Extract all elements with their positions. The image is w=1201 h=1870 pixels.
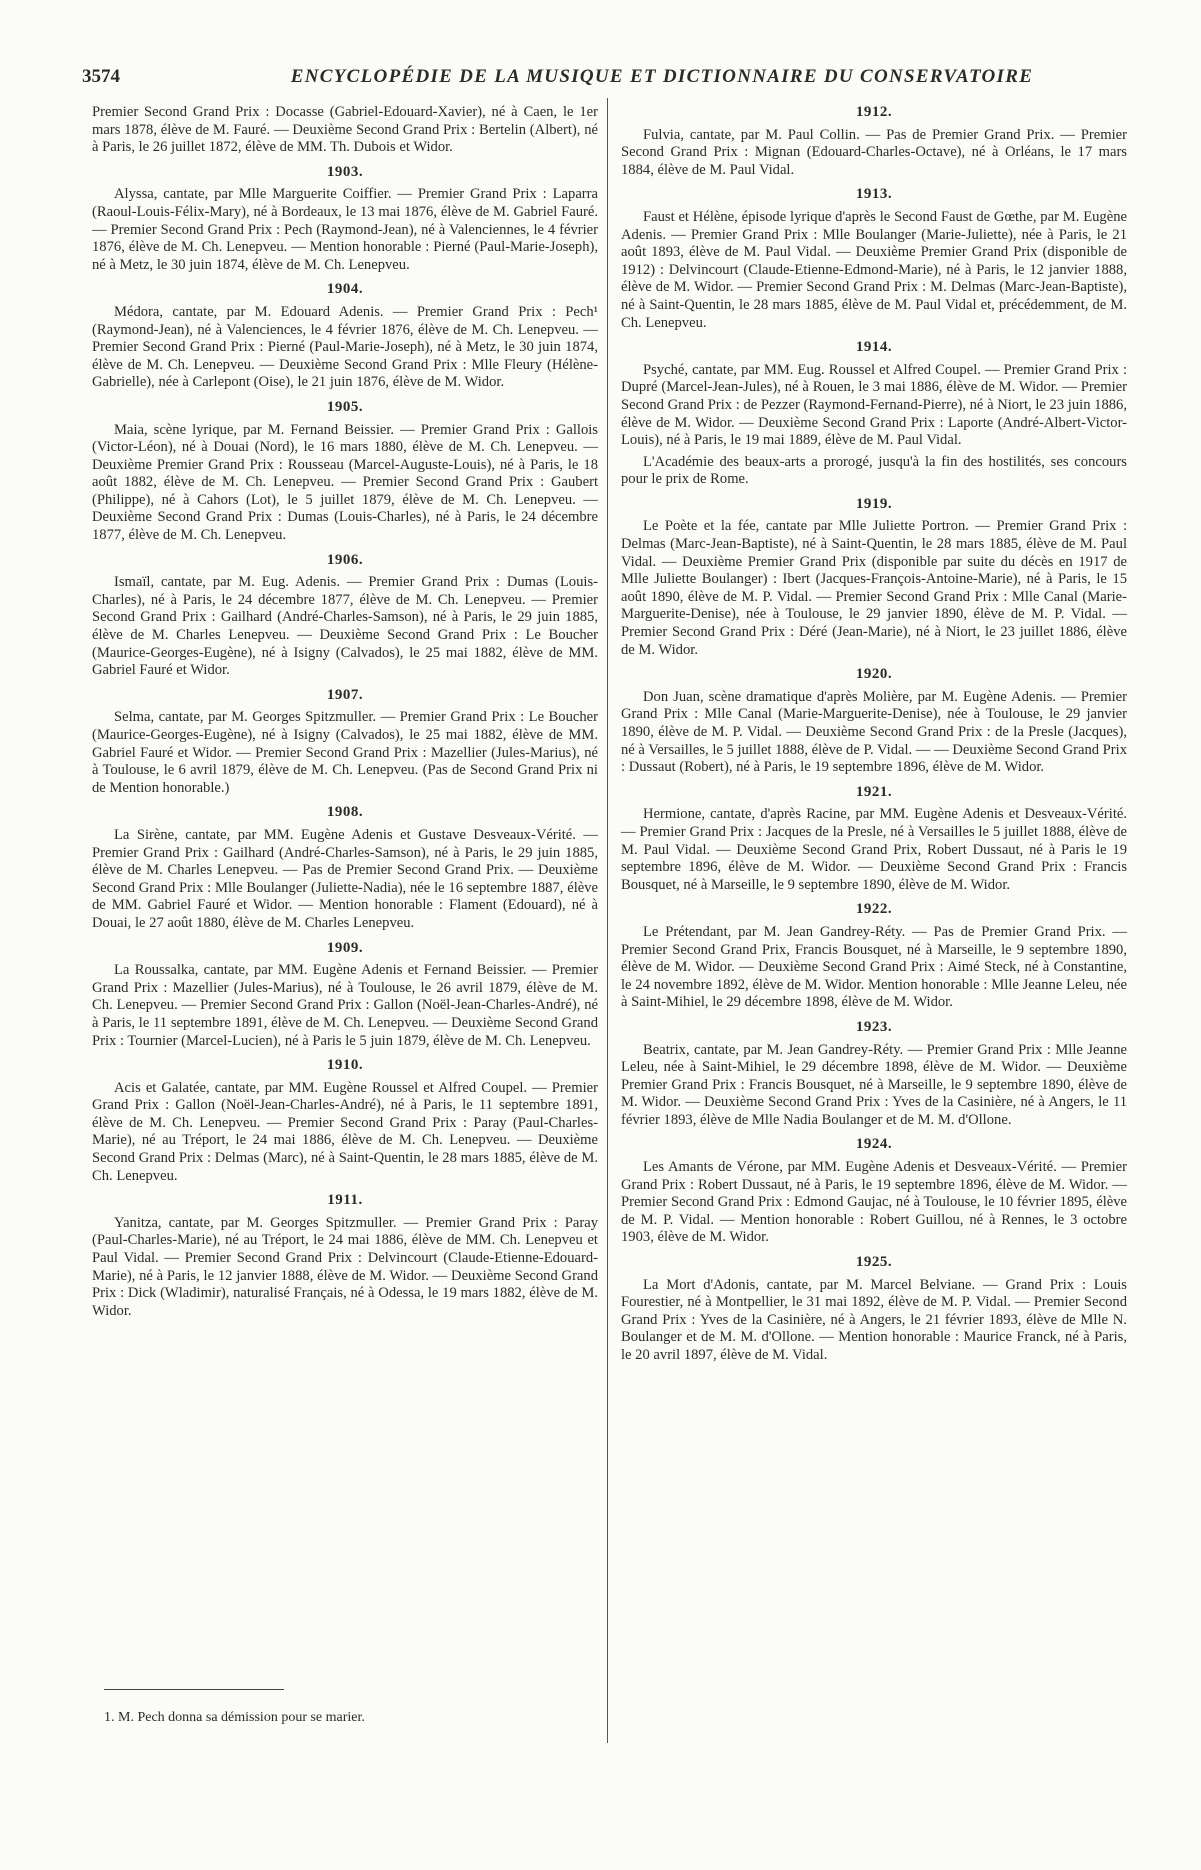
footnote-divider bbox=[104, 1689, 284, 1690]
column-divider bbox=[607, 98, 608, 1743]
year-heading: 1923. bbox=[855, 1018, 893, 1035]
entry-paragraph: Maia, scène lyrique, par M. Fernand Beissier. — Premier Grand Prix : Gallois (Victor-Léon), né à Douai (Nord), le 16 mars 1880, élève de M. Ch. Lenepveu. — Deuxième Premier Grand Prix : Rousseau (Marcel-Auguste-Louis), né à Paris, le 18 août 1882, élève de M. Ch. Lenepveu. — Premier Second Grand Prix : Gaubert (Philippe), né à Cahors (Lot), le 5 juillet 1879, élève de M. Ch. Lenepveu. — Deuxième Second Grand Prix : Dumas (Louis-Charles), né à Paris, le 24 décembre 1877, élève de M. Ch. Lenepveu. bbox=[92, 421, 598, 544]
running-title: ENCYCLOPÉDIE DE LA MUSIQUE ET DICTIONNAIRE DU CONSERVATOIRE bbox=[290, 66, 1034, 87]
year-heading: 1907. bbox=[326, 686, 364, 703]
year-heading: 1924. bbox=[855, 1136, 893, 1153]
entry-paragraph: Beatrix, cantate, par M. Jean Gandrey-Réty. — Premier Grand Prix : Mlle Jeanne Leleu, née à Saint-Mihiel, le 29 décembre 1898, élève de M. Widor. — Deuxième Premier Grand Prix : Francis Bousquet, né à Marseille, le 9 septembre 1890, élève de M. Widor. — Deuxième Second Grand Prix : Yves de la Casinière, né à Angers, le 11 février 1893, élève de Mlle Nadia Boulanger et de M. M. d'Ollone. bbox=[621, 1041, 1127, 1128]
entry-paragraph: Le Prétendant, par M. Jean Gandrey-Réty. — Pas de Premier Grand Prix. — Premier Second Grand Prix, Francis Bousquet, né à Marseille, le 9 septembre 1890, élève de M. Widor. — Deuxième Second Grand Prix : Aimé Steck, né à Constantine, le 24 novembre 1892, élève de M. Widor. Mention honorable : Mlle Jeanne Leleu, née à Saint-Mihiel, le 29 décembre 1898, élève de M. Widor. bbox=[621, 923, 1127, 1011]
year-heading: 1912. bbox=[855, 104, 893, 120]
entry-paragraph: Premier Second Grand Prix : Docasse (Gabriel-Edouard-Xavier), né à Caen, le 1er mars 1878, élève de M. Fauré. — Deuxième Second Grand Prix : Bertelin (Albert), né à Paris, le 26 juillet 1872, élève de MM. Th. Dubois et Widor. bbox=[92, 104, 598, 156]
year-heading: 1922. bbox=[855, 901, 893, 918]
entry-paragraph: Psyché, cantate, par MM. Eug. Roussel et Alfred Coupel. — Premier Grand Prix : Dupré (Marcel-Jean-Jules), né à Rouen, le 3 mai 1886, élève de M. Widor. — Premier Second Grand Prix : de Pezzer (Raymond-Fernand-Pierre), né à Niort, le 23 juin 1886, élève de M. Widor. — Deuxième Second Grand Prix : Laporte (André-Albert-Victor-Louis), né à Paris, le 19 mai 1889, élève de M. Paul Vidal. bbox=[621, 361, 1127, 449]
year-heading: 1903. bbox=[326, 163, 364, 180]
entry-paragraph: Hermione, cantate, d'après Racine, par MM. Eugène Adenis et Desveaux-Vérité. — Premier Grand Prix : Jacques de la Presle, né à Versailles le 5 juillet 1888, élève de M. Paul Vidal. — Deuxième Second Grand Prix, Robert Dussaut, né à Paris le 19 septembre 1896, élève de M. Widor. — Deuxième Second Grand Prix : Francis Bousquet, né à Marseille, le 9 septembre 1890, élève de M. Widor. bbox=[621, 806, 1127, 893]
year-heading: 1906. bbox=[326, 551, 364, 568]
right-column bbox=[621, 104, 1127, 1365]
year-heading: 1913. bbox=[855, 186, 893, 203]
year-heading: 1905. bbox=[326, 398, 364, 415]
entry-paragraph: Ismaïl, cantate, par M. Eug. Adenis. — Premier Grand Prix : Dumas (Louis-Charles), né à Paris, le 24 décembre 1877, élève de M. Ch. Lenepveu. — Premier Second Grand Prix : Gailhard (André-Charles-Samson), né à Paris, le 29 juin 1885, élève de M. Charles Lenepveu. — Deuxième Second Grand Prix : Le Boucher (Maurice-Georges-Eugène), né à Isigny (Calvados), le 25 mai 1882, élève de MM. Gabriel Fauré et Widor. bbox=[92, 574, 598, 679]
year-heading: 1909. bbox=[326, 939, 364, 956]
entry-paragraph: Selma, cantate, par M. Georges Spitzmuller. — Premier Grand Prix : Le Boucher (Maurice-Georges-Eugène), né à Isigny (Calvados), le 25 mai 1882, élève de MM. Gabriel Fauré et Widor. — Premier Second Grand Prix : Mazellier (Jules-Marius), né à Toulouse, le 6 avril 1879, élève de M. Ch. Lenepveu. (Pas de Second Grand Prix ni de Mention honorable.) bbox=[92, 709, 598, 796]
entry-paragraph: Les Amants de Vérone, par MM. Eugène Adenis et Desveaux-Vérité. — Premier Grand Prix : Robert Dussaut, né à Paris, le 19 septembre 1896, élève de M. Widor. — Premier Second Grand Prix : Edmond Gaujac, né à Toulouse, le 10 février 1895, élève de M. P. Vidal. — Mention honorable : Robert Guillou, né à Rennes, le 3 octobre 1903, élève de M. Widor. bbox=[621, 1159, 1127, 1246]
year-heading: 1908. bbox=[326, 804, 364, 821]
year-heading: 1925. bbox=[855, 1254, 893, 1271]
year-heading: 1910. bbox=[326, 1057, 364, 1074]
left-column bbox=[92, 104, 598, 1320]
entry-paragraph: Le Poète et la fée, cantate par Mlle Juliette Portron. — Premier Grand Prix : Delmas (Marc-Jean-Baptiste), né à Saint-Quentin, le 28 mars 1885, élève de M. Paul Vidal. — Deuxième Premier Grand Prix (disponible par suite du décès en 1917 de Mlle Juliette Boulanger) : Ibert (Jacques-François-Antoine-Marie), né à Paris, le 15 août 1890, élève de M. P. Vidal. — Premier Second Grand Prix : Mlle Canal (Marie-Marguerite-Denise), née à Toulouse, le 29 janvier 1890, élève de M. P. Vidal. — Premier Second Grand Prix : Déré (Jean-Marie), né à Niort, le 23 juillet 1886, élève de M. Widor. bbox=[621, 518, 1127, 658]
page-header bbox=[82, 66, 1122, 90]
entry-paragraph: Yanitza, cantate, par M. Georges Spitzmuller. — Premier Grand Prix : Paray (Paul-Charles-Marie), né au Tréport, le 24 mai 1886, élève de MM. Ch. Lenepveu et Paul Vidal. — Premier Second Grand Prix : Delvincourt (Claude-Etienne-Edouard-Marie), né à Paris, le 12 janvier 1888, élève de M. Widor. — Deuxième Second Grand Prix : Dick (Wladimir), naturalisé Français, né à Odessa, le 19 mars 1882, élève de M. Widor. bbox=[92, 1214, 598, 1319]
entry-paragraph: Alyssa, cantate, par Mlle Marguerite Coiffier. — Premier Grand Prix : Laparra (Raoul-Louis-Félix-Mary), né à Bordeaux, le 13 mai 1876, élève de M. Gabriel Fauré. — Premier Second Grand Prix : Pech (Raymond-Jean), né à Valenciennes, le 4 février 1876, élève de M. Ch. Lenepveu. — Mention honorable : Pierné (Paul-Marie-Joseph), né à Metz, le 30 juin 1874, élève de M. Ch. Lenepveu. bbox=[92, 186, 598, 273]
year-heading: 1914. bbox=[855, 339, 893, 356]
entry-paragraph: La Sirène, cantate, par MM. Eugène Adenis et Gustave Desveaux-Vérité. — Premier Grand Prix : Gailhard (André-Charles-Samson), né à Paris, le 29 juin 1885, élève de M. Charles Lenepveu. — Pas de Premier Second Grand Prix. — Deuxième Second Grand Prix : Mlle Boulanger (Juliette-Nadia), née le 16 septembre 1887, élève de MM. Gabriel Fauré et Widor. — Mention honorable : Flament (Edouard), né à Douai, le 27 août 1880, élève de M. Charles Lenepveu. bbox=[92, 826, 598, 931]
year-heading: 1911. bbox=[327, 1192, 363, 1209]
entry-paragraph: Don Juan, scène dramatique d'après Molière, par M. Eugène Adenis. — Premier Grand Prix : Mlle Canal (Marie-Marguerite-Denise), née à Toulouse, le 29 janvier 1890, élève de M. P. Vidal. — Deuxième Second Grand Prix : de la Presle (Jacques), né à Versailles, le 5 juillet 1888, élève de P. Vidal. — — Deuxième Second Grand Prix : Dussaut (Robert), né à Paris, le 19 septembre 1896, élève de M. Widor. bbox=[621, 688, 1128, 776]
year-heading: 1921. bbox=[855, 783, 893, 800]
entry-paragraph: La Roussalka, cantate, par MM. Eugène Adenis et Fernand Beissier. — Premier Grand Prix : Mazellier (Jules-Marius), né à Toulouse, le 26 avril 1879, élève de M. Ch. Lenepveu. — Premier Second Grand Prix : Gallon (Noël-Jean-Charles-André), né à Paris, le 11 septembre 1891, élève de M. Ch. Lenepveu. — Deuxième Second Grand Prix : Tournier (Marcel-Lucien), né à Paris le 5 juin 1879, élève de M. Ch. Lenepveu. bbox=[92, 962, 598, 1049]
entry-paragraph: Médora, cantate, par M. Edouard Adenis. — Premier Grand Prix : Pech¹ (Raymond-Jean), né à Valenciences, le 4 février 1876, élève de M. Ch. Lenepveu. — Premier Second Grand Prix : Pierné (Paul-Marie-Joseph), né à Metz, le 30 juin 1874, élève de M. Ch. Lenepveu. — Deuxième Second Grand Prix : Mlle Fleury (Hélène-Gabrielle), née à Carlepont (Oise), le 21 juin 1876, élève de M. Widor. bbox=[92, 303, 598, 391]
entry-paragraph: La Mort d'Adonis, cantate, par M. Marcel Belviane. — Grand Prix : Louis Fourestier, né à Montpellier, le 31 mai 1892, élève de M. P. Vidal. — Premier Second Grand Prix : Yves de la Casinière, né à Angers, le 21 février 1893, élève de Mlle N. Boulanger et de M. M. d'Ollone. — Mention honorable : Maurice Franck, né à Paris, le 20 avril 1897, élève de M. Vidal. bbox=[621, 1276, 1127, 1363]
entry-paragraph: Acis et Galatée, cantate, par MM. Eugène Roussel et Alfred Coupel. — Premier Grand Prix : Gallon (Noël-Jean-Charles-André), né à Paris, le 11 septembre 1891, élève de M. Ch. Lenepveu. — Premier Second Grand Prix : Paray (Paul-Charles-Marie), né au Tréport, le 24 mai 1886, élève de M. Ch. Lenepveu. — Deuxième Second Grand Prix : Delmas (Marc), né à Saint-Quentin, le 28 mars 1885, élève de M. Ch. Lenepveu. bbox=[92, 1079, 598, 1184]
entry-paragraph: L'Académie des beaux-arts a prorogé, jusqu'à la fin des hostilités, ses concours pour le prix de Rome. bbox=[621, 453, 1127, 488]
entry-paragraph: Faust et Hélène, épisode lyrique d'après le Second Faust de Gœthe, par M. Eugène Adenis. — Premier Grand Prix : Mlle Boulanger (Marie-Juliette), née à Paris, le 21 août 1893, élève de M. Paul Vidal. — Deuxième Premier Grand Prix (disponible de 1912) : Delvincourt (Claude-Etienne-Edmond-Marie), né à Paris, le 12 janvier 1888, élève de M. Widor. — Premier Second Grand Prix : M. Delmas (Marc-Jean-Baptiste), né à Saint-Quentin, le 28 mars 1885, élève de M. Paul Vidal et, précédemment, de M. Ch. Lenepveu. bbox=[621, 208, 1127, 331]
year-heading: 1904. bbox=[326, 281, 364, 298]
year-heading: 1920. bbox=[855, 666, 893, 683]
footnote: 1. M. Pech donna sa démission pour se marier. bbox=[104, 1710, 365, 1725]
entry-paragraph: Fulvia, cantate, par M. Paul Collin. — Pas de Premier Grand Prix. — Premier Second Grand Prix : Mignan (Edouard-Charles-Octave), né à Orléans, le 17 mars 1884, élève de M. Paul Vidal. bbox=[621, 126, 1127, 178]
page-number: 3574 bbox=[82, 66, 120, 87]
year-heading: 1919. bbox=[855, 495, 893, 512]
